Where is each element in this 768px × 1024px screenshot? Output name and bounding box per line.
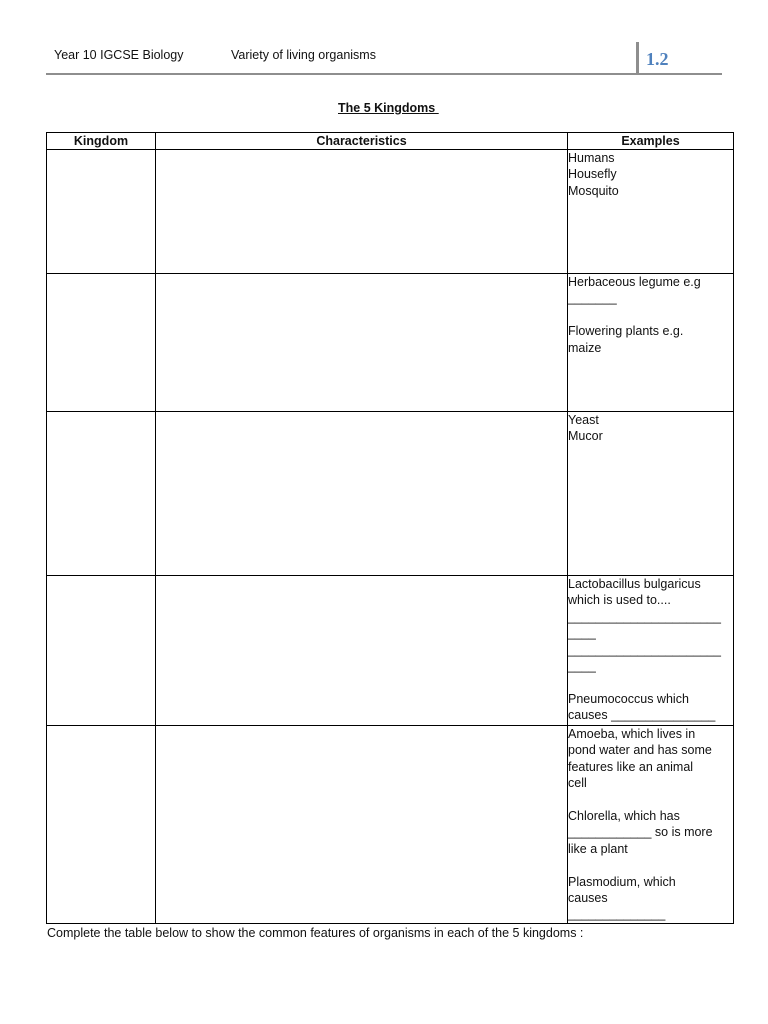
example-line [568,792,733,808]
characteristics-cell [156,726,568,924]
example-line: features like an animal [568,759,694,774]
section-number: 1.2 [646,49,669,69]
table-row [47,274,734,412]
kingdom-cell [47,150,156,274]
example-line [568,674,733,690]
example-line: ____ [568,659,596,674]
table-header-row [47,133,734,150]
page-title: The 5 Kingdoms [338,101,439,115]
table-row [47,412,734,576]
kingdom-cell [47,412,156,576]
example-line: Herbaceous legume e.g [568,275,701,289]
example-line: ______________________ [568,642,721,657]
kingdom-cell [47,274,156,412]
example-line: Mucor [568,429,603,444]
example-line: Chlorella, which has [568,809,680,824]
kingdom-cell [47,576,156,726]
column-header-examples: Examples [568,133,734,150]
table-row [47,150,734,274]
example-line: _______ [568,291,617,306]
example-line: Pneumococcus which [568,691,689,706]
table-row [47,726,734,924]
example-line: ____ [568,626,596,641]
example-line: Humans [568,151,615,165]
column-header-kingdom: Kingdom [47,133,156,150]
example-line: Housefly [568,167,617,182]
example-line: which is used to.... [568,593,671,608]
characteristics-cell [156,576,568,726]
example-line: Plasmodium, which [568,874,676,889]
example-line: Flowering plants e.g. [568,324,684,339]
example-line: maize [568,340,602,355]
example-line: cell [568,776,587,791]
example-line: Yeast [568,413,599,427]
example-line: ____________ so is more [568,825,713,840]
example-line: ______________ [568,907,666,922]
examples-cell [568,576,734,726]
example-line [568,307,733,323]
instruction-caption: Complete the table below to show the common features of organisms in each of the 5 kingdoms : [47,926,584,940]
example-line: Mosquito [568,183,619,198]
example-line: Lactobacillus bulgaricus [568,577,701,591]
examples-cell [568,274,734,412]
example-line: causes [568,891,608,906]
kingdom-cell [47,726,156,924]
column-header-characteristics: Characteristics [156,133,568,150]
header-course: Year 10 IGCSE Biology [54,48,184,62]
example-line [568,857,733,873]
example-line: ______________________ [568,609,721,624]
header-rule [46,73,722,75]
header-divider [636,42,639,75]
example-line: Amoeba, which lives in [568,727,696,741]
examples-cell [568,726,734,924]
example-line: causes _______________ [568,708,716,723]
table-row [47,576,734,726]
example-line: pond water and has some [568,743,712,758]
characteristics-cell [156,412,568,576]
example-line: like a plant [568,841,628,856]
characteristics-cell [156,274,568,412]
header-topic: Variety of living organisms [231,48,376,62]
examples-cell [568,412,734,576]
kingdoms-table [46,132,734,924]
characteristics-cell [156,150,568,274]
examples-cell [568,150,734,274]
